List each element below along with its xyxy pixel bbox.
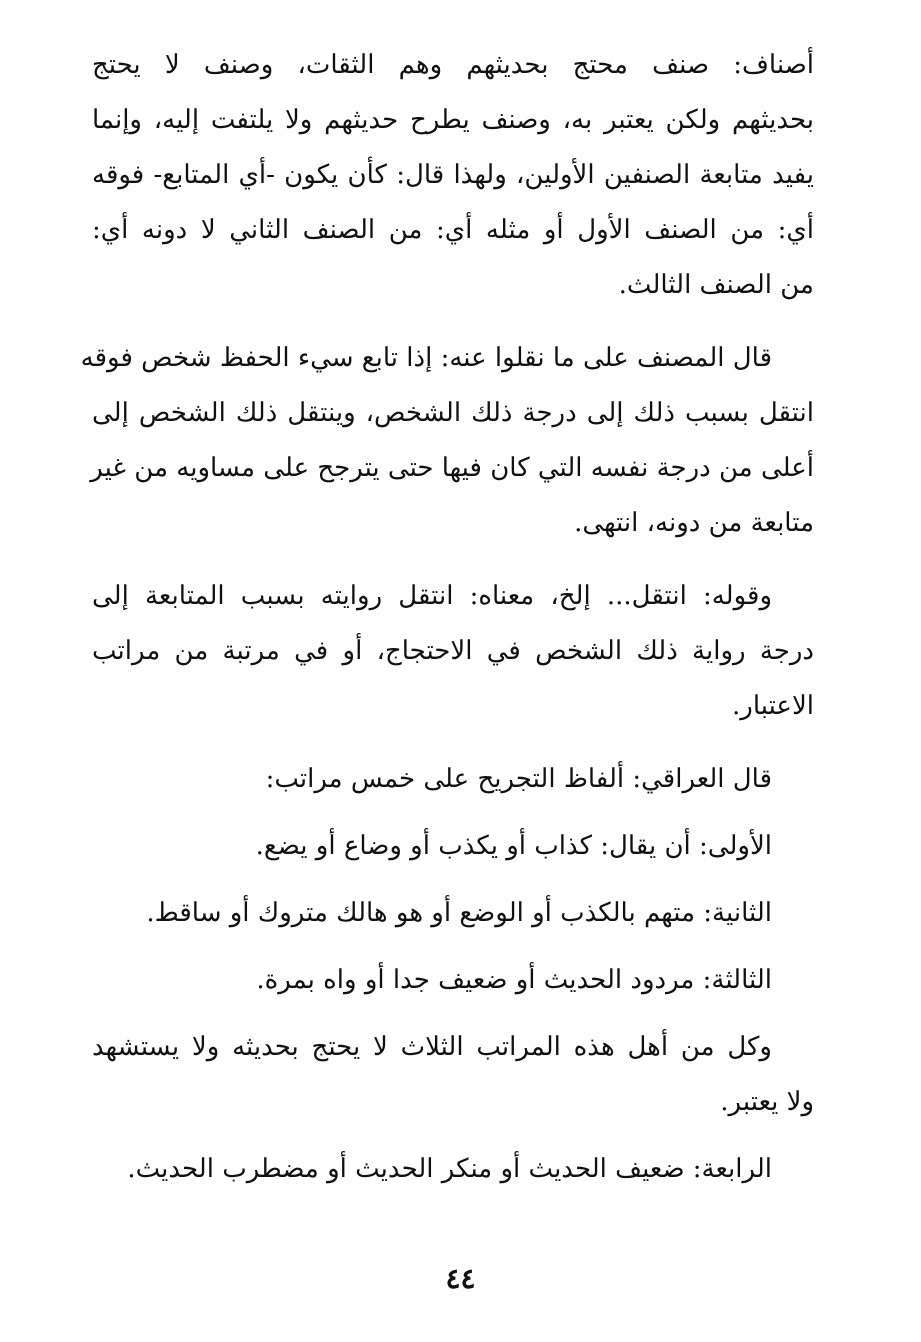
text-line: ولا يعتبر. xyxy=(720,1087,814,1117)
paragraph-4 xyxy=(92,752,814,807)
paragraph-7 xyxy=(92,953,814,1008)
paragraph-5 xyxy=(92,819,814,874)
text-line: الاعتبار. xyxy=(732,691,814,721)
text-line: أي: من الصنف الأول أو مثله أي: من الصنف الثاني لا دونه أي: xyxy=(92,215,814,245)
text-line: بحديثهم ولكن يعتبر به، وصنف يطرح حديثهم ولا يلتفت إليه، وإنما xyxy=(92,105,814,135)
text-line: الثانية: متهم بالكذب أو الوضع أو هو هالك متروك أو ساقط. xyxy=(146,898,772,928)
text-line: انتقل بسبب ذلك إلى درجة ذلك الشخص، وينتقل ذلك الشخص إلى xyxy=(92,398,814,428)
text-line: أصناف: صنف محتج بحديثهم وهم الثقات، وصنف لا يحتج xyxy=(92,50,814,80)
paragraph-gap xyxy=(92,807,814,819)
text-line: متابعة من دونه، انتهى. xyxy=(574,508,814,538)
text-line: قال العراقي: ألفاظ التجريح على خمس مراتب: xyxy=(265,764,772,794)
paragraph-1 xyxy=(92,38,814,313)
text-line: الأولى: أن يقال: كذاب أو يكذب أو وضاع أو يضع. xyxy=(255,831,772,861)
text-line: الرابعة: ضعيف الحديث أو منكر الحديث أو مضطرب الحديث. xyxy=(127,1154,772,1184)
paragraph-gap xyxy=(92,1130,814,1142)
text-line: الثالثة: مردود الحديث أو ضعيف جدا أو واه بمرة. xyxy=(256,965,772,995)
paragraph-3 xyxy=(92,569,814,734)
page-number: ٤٤ xyxy=(445,1262,476,1295)
paragraph-gap xyxy=(92,313,814,331)
text-line: أعلى من درجة نفسه التي كان فيها حتى يترجح على مساويه من غير xyxy=(90,453,814,483)
paragraph-gap xyxy=(92,734,814,752)
paragraph-gap xyxy=(92,941,814,953)
paragraph-gap xyxy=(92,551,814,569)
paragraph-gap xyxy=(92,1008,814,1020)
text-line: من الصنف الثالث. xyxy=(618,270,814,300)
text-line: درجة رواية ذلك الشخص في الاحتجاج، أو في مرتبة من مراتب xyxy=(92,636,814,666)
text-line: يفيد متابعة الصنفين الأولين، ولهذا قال: كأن يكون -أي المتابع- فوقه xyxy=(92,160,814,190)
paragraph-9 xyxy=(92,1142,814,1197)
paragraph-2 xyxy=(80,331,814,551)
paragraph-6 xyxy=(92,886,814,941)
page-body xyxy=(80,38,814,1197)
paragraph-8 xyxy=(92,1020,814,1130)
text-line: وكل من أهل هذه المراتب الثلاث لا يحتج بحديثه ولا يستشهد xyxy=(92,1032,772,1062)
paragraph-gap xyxy=(92,874,814,886)
text-line: وقوله: انتقل... إلخ، معناه: انتقل روايته بسبب المتابعة إلى xyxy=(92,581,772,611)
text-line: قال المصنف على ما نقلوا عنه: إذا تابع سيء الحفظ شخص فوقه xyxy=(80,343,772,373)
